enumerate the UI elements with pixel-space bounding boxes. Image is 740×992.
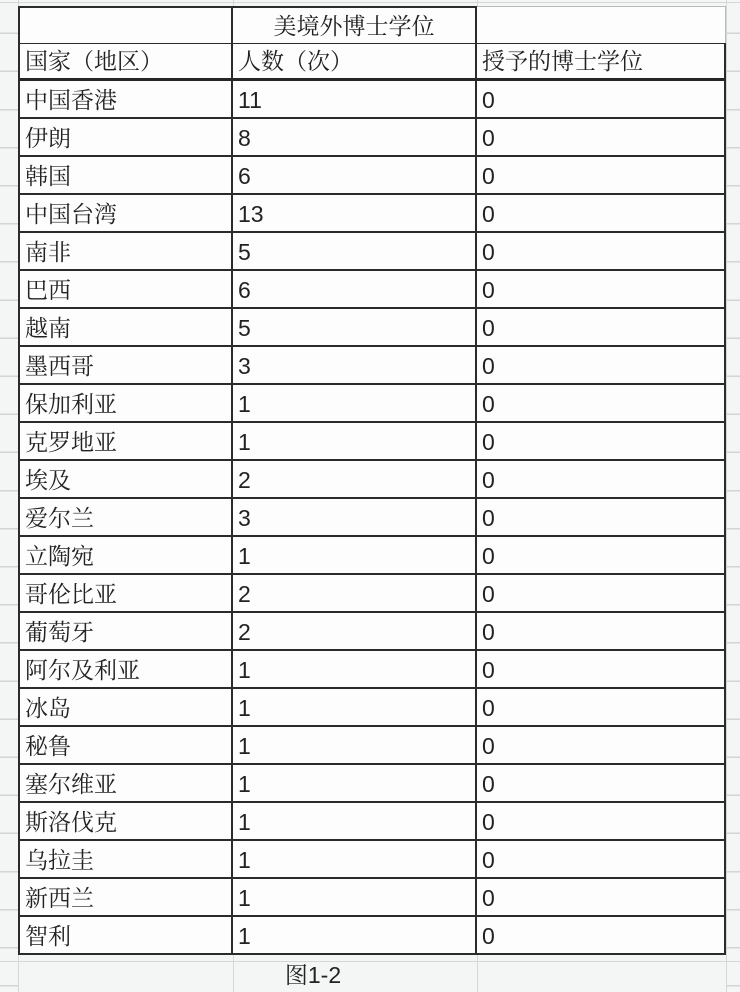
right-margin-gridlines [726, 0, 740, 992]
degrees-cell: 0 [477, 461, 726, 499]
table-row [18, 271, 726, 309]
count-cell: 2 [233, 575, 477, 613]
count-cell: 8 [233, 119, 477, 157]
degrees-cell: 0 [477, 423, 726, 461]
count-cell: 1 [233, 651, 477, 689]
gridline-top [0, 2, 740, 3]
table-caption-row [233, 955, 477, 992]
table-row [18, 119, 726, 157]
table-row [18, 423, 726, 461]
count-cell: 5 [233, 233, 477, 271]
table-row [18, 765, 726, 803]
degrees-cell: 0 [477, 765, 726, 803]
table-row [18, 651, 726, 689]
count-cell: 1 [233, 423, 477, 461]
header-count: 人数（次） [233, 43, 477, 81]
table-row [18, 347, 726, 385]
country-cell: 越南 [18, 309, 233, 347]
country-cell: 立陶宛 [18, 537, 233, 575]
degrees-cell: 0 [477, 195, 726, 233]
count-cell: 6 [233, 271, 477, 309]
table-caption: 图1-2 [284, 962, 342, 988]
country-cell: 南非 [18, 233, 233, 271]
count-cell: 1 [233, 803, 477, 841]
degrees-table [18, 6, 726, 955]
country-cell: 保加利亚 [18, 385, 233, 423]
count-cell: 6 [233, 157, 477, 195]
country-cell: 伊朗 [18, 119, 233, 157]
count-cell: 11 [233, 81, 477, 119]
count-cell: 1 [233, 385, 477, 423]
country-cell: 爱尔兰 [18, 499, 233, 537]
country-cell: 墨西哥 [18, 347, 233, 385]
degrees-cell: 0 [477, 917, 726, 955]
table-row [18, 537, 726, 575]
country-cell: 阿尔及利亚 [18, 651, 233, 689]
degrees-cell: 0 [477, 119, 726, 157]
country-cell: 中国台湾 [18, 195, 233, 233]
count-cell: 3 [233, 499, 477, 537]
country-cell: 秘鲁 [18, 727, 233, 765]
count-cell: 3 [233, 347, 477, 385]
country-cell: 哥伦比亚 [18, 575, 233, 613]
degrees-cell: 0 [477, 271, 726, 309]
table-row [18, 233, 726, 271]
table-title-cell: 美境外博士学位 [233, 6, 477, 43]
degrees-cell: 0 [477, 385, 726, 423]
country-cell: 埃及 [18, 461, 233, 499]
title-spacer-cell-right [477, 6, 726, 43]
degrees-cell: 0 [477, 727, 726, 765]
country-cell: 塞尔维亚 [18, 765, 233, 803]
table-row [18, 385, 726, 423]
count-cell: 1 [233, 917, 477, 955]
count-cell: 5 [233, 309, 477, 347]
country-cell: 韩国 [18, 157, 233, 195]
degrees-cell: 0 [477, 651, 726, 689]
count-cell: 1 [233, 727, 477, 765]
degrees-cell: 0 [477, 499, 726, 537]
table-header-row [18, 43, 726, 81]
table-row [18, 917, 726, 955]
degrees-cell: 0 [477, 689, 726, 727]
table-row [18, 613, 726, 651]
table-row [18, 689, 726, 727]
degrees-cell: 0 [477, 233, 726, 271]
count-cell: 1 [233, 537, 477, 575]
degrees-cell: 0 [477, 613, 726, 651]
header-degrees: 授予的博士学位 [477, 43, 726, 81]
table-row [18, 803, 726, 841]
table-row [18, 499, 726, 537]
count-cell: 1 [233, 879, 477, 917]
country-cell: 克罗地亚 [18, 423, 233, 461]
count-cell: 13 [233, 195, 477, 233]
left-margin-gridlines [0, 0, 18, 992]
table-row [18, 195, 726, 233]
table-row [18, 309, 726, 347]
degrees-cell: 0 [477, 309, 726, 347]
title-spacer-cell-left [18, 6, 233, 43]
degrees-cell: 0 [477, 347, 726, 385]
table-row [18, 461, 726, 499]
count-cell: 2 [233, 613, 477, 651]
table-row [18, 841, 726, 879]
country-cell: 中国香港 [18, 81, 233, 119]
country-cell: 葡萄牙 [18, 613, 233, 651]
degrees-cell: 0 [477, 157, 726, 195]
header-country: 国家（地区） [18, 43, 233, 81]
country-cell: 乌拉圭 [18, 841, 233, 879]
count-cell: 2 [233, 461, 477, 499]
country-cell: 智利 [18, 917, 233, 955]
degrees-cell: 0 [477, 537, 726, 575]
table-row [18, 727, 726, 765]
table-row [18, 879, 726, 917]
table-title-row [18, 6, 726, 43]
country-cell: 巴西 [18, 271, 233, 309]
count-cell: 1 [233, 841, 477, 879]
country-cell: 新西兰 [18, 879, 233, 917]
degrees-cell: 0 [477, 879, 726, 917]
degrees-cell: 0 [477, 803, 726, 841]
degrees-cell: 0 [477, 841, 726, 879]
count-cell: 1 [233, 765, 477, 803]
table-body [18, 81, 726, 955]
table-row [18, 575, 726, 613]
country-cell: 冰岛 [18, 689, 233, 727]
country-cell: 斯洛伐克 [18, 803, 233, 841]
count-cell: 1 [233, 689, 477, 727]
degrees-cell: 0 [477, 575, 726, 613]
table-row [18, 81, 726, 119]
table-row [18, 157, 726, 195]
degrees-cell: 0 [477, 81, 726, 119]
